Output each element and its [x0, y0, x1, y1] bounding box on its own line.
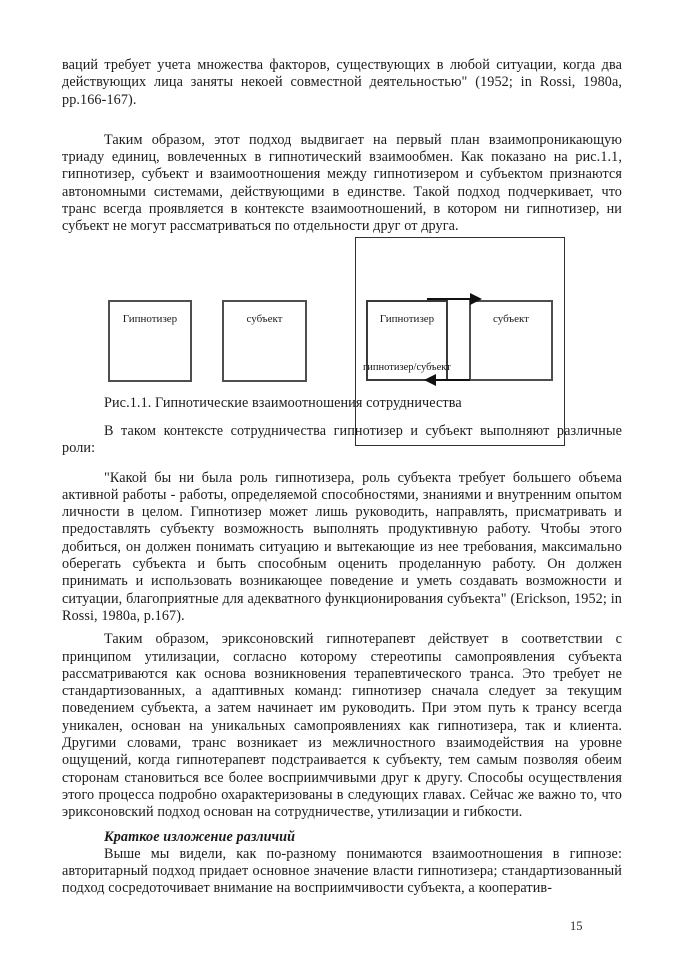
- section-heading: Краткое изложение различий: [104, 828, 296, 845]
- page-number: 15: [570, 919, 583, 933]
- body-paragraph: Таким образом, эриксоновский гипнотерапевт действует в соответствии с принципом утилизации, согласно которому стереотипы самопроявления субъекта рассматриваются как основа возникновения терапевтического транса. Это требует не стандартизованных, а адаптивных команд: гипнотизер сначала следует за текущим поведением субъекта, а затем начинает им руководить. При этом путь к трансу всегда уникален, основан на уникальных самопроявлениях как гипнотизера, так и клиента. Другими словами, транс возникает из межличностного взаимодействия на уровне ощущений, когда гипнотерапевт подстраивается к субъекту, тем самым позволяя обеим сторонам становиться все более восприимчивыми друг к другу. Способы осуществления этого процесса подробно охарактеризованы в следующих главах. Сейчас же важно то, что эриксоновский подход основан на сотрудничестве, утилизации и гибкости.: [62, 631, 622, 821]
- body-paragraph: В таком контексте сотрудничества гипнотизер и субъект выполняют различные роли:: [62, 422, 622, 457]
- figure-box-label: Гипнотизер: [379, 313, 435, 325]
- figure-box-label: субъект: [493, 313, 529, 325]
- body-paragraph: Выше мы видели, как по-разному понимаются взаимоотношения в гипнозе: авторитарный подход придает основное значение власти гипнотизера; стандартизованный подход сосредоточивает внимание на восприимчивости субъекта, а кооператив-: [62, 845, 622, 897]
- body-paragraph-continuation: ваций требует учета множества факторов, существующих в любой ситуации, когда два действующих лица заняты некоей совместной деятельностью" (1952; in Rossi, 1980a, pp.166-167).: [62, 57, 622, 108]
- block-quote-paragraph: "Какой бы ни была роль гипнотизера, роль субъекта требует большего объема активной работы - работы, определяемой способностями, знаниями и внутренним опытом личности в целом. Гипнотизер может лишь руководить, направлять, присматривать и предоставлять субъекту возможность выполнять продуктивную работу. Чтобы этого добиться, он должен понимать ситуацию и вытекающие из нее требования, максимально оберегать субъекта и быть способным оценить проделанную работу. Он должен принимать и использовать возникающее поведение и уметь создавать возможности и ситуации, благоприятные для адекватного функционирования субъекта" (Erickson, 1952; in Rossi, 1980a, p.167).: [62, 469, 622, 624]
- text-column: [62, 0, 622, 898]
- figure-box-label: Гипнотизер: [122, 313, 178, 325]
- figure-caption: Рис.1.1. Гипнотические взаимоотношения сотрудничества: [104, 394, 462, 411]
- figure-box-label: субъект: [246, 313, 283, 325]
- body-paragraph: Таким образом, этот подход выдвигает на первый план взаимопроникающую триаду единиц, вовлеченных в гипнотический взаимообмен. Как показано на рис.1.1, гипнотизер, субъект и взаимоотношения между гипнотизером и субъектом признаются автономными системами, действующими в единстве. Такой подход подчеркивает, что транс всегда проявляется в контексте взаимоотношений, в котором ни гипнотизер, ни субъект не могут рассматриваться по отдельности друг от друга.: [62, 131, 622, 235]
- figure-combined-label: гипнотизер/субъект: [363, 362, 451, 373]
